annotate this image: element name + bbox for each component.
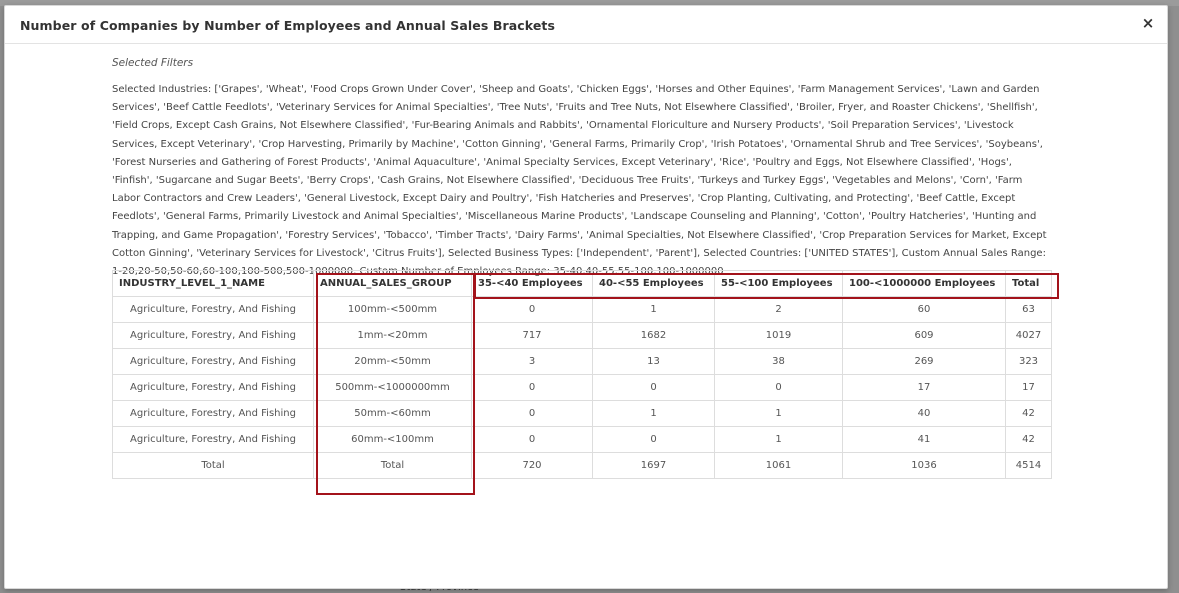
- table-cell: 1: [715, 427, 843, 453]
- table-cell: 0: [593, 375, 715, 401]
- column-header[interactable]: 35-<40 Employees: [472, 271, 593, 297]
- modal-header: [5, 6, 1167, 44]
- table-cell: Agriculture, Forestry, And Fishing: [113, 401, 314, 427]
- table-cell: 717: [472, 323, 593, 349]
- table-cell: Total: [113, 453, 314, 479]
- table-total-row: [113, 453, 1052, 479]
- table-cell: 323: [1006, 349, 1052, 375]
- table-cell: 1061: [715, 453, 843, 479]
- table-cell: 500mm-<1000000mm: [314, 375, 472, 401]
- table-row: [113, 323, 1052, 349]
- column-header[interactable]: Total: [1006, 271, 1052, 297]
- table-header-row: [113, 271, 1052, 297]
- table-cell: 17: [843, 375, 1006, 401]
- table-cell: 60: [843, 297, 1006, 323]
- table-cell: Agriculture, Forestry, And Fishing: [113, 427, 314, 453]
- results-table: [112, 270, 1052, 479]
- table-cell: 609: [843, 323, 1006, 349]
- table-cell: 1682: [593, 323, 715, 349]
- table-cell: 50mm-<60mm: [314, 401, 472, 427]
- table-cell: 60mm-<100mm: [314, 427, 472, 453]
- table-cell: Total: [314, 453, 472, 479]
- table-cell: 20mm-<50mm: [314, 349, 472, 375]
- selected-filters-text: Selected Industries: ['Grapes', 'Wheat', 'Food Crops Grown Under Cover', 'Sheep and Goats', 'Chicken Eggs', 'Horses and Other Equines', 'Farm Management Services', 'Lawn and Garden Services', 'Beef Cattle Feedlots', 'Veterinary Services for Animal Specialties', 'Tree Nuts', 'Fruits and Tree Nuts, Not Elsewhere Classified', 'Broiler, Fryer, and Roaster Chickens', 'Shellfish', 'Field Crops, Except Cash Grains, Not Elsewhere Classified', 'Fur-Bearing Animals and Rabbits', 'Ornamental Floriculture and Nursery Products', 'Soil Preparation Services', 'Livestock Services, Except Veterinary', 'Crop Harvesting, Primarily by Machine', 'Cotton Ginning', 'General Farms, Primarily Crop', 'Irish Potatoes', 'Ornamental Shrub and Tree Services', 'Soybeans', 'Forest Nurseries and Gathering of Forest Products', 'Animal Aquaculture', 'Animal Specialty Services, Except Veterinary', 'Rice', 'Poultry and Eggs, Not Elsewhere Classified', 'Hogs', 'Finfish', 'Sugarcane and Sugar Beets', 'Berry Crops', 'Cash Grains, Not Elsewhere Classified', 'Deciduous Tree Fruits', 'Turkeys and Turkey Eggs', 'Vegetables and Melons', 'Corn', 'Farm Labor Contractors and Crew Leaders', 'General Livestock, Except Dairy and Poultry', 'Fish Hatcheries and Preserves', 'Crop Planting, Cultivating, and Protecting', 'Beef Cattle, Except Feedlots', 'General Farms, Primarily Livestock and Animal Specialties', 'Miscellaneous Marine Products', 'Landscape Counseling and Planning', 'Cotton', 'Poultry Hatcheries', 'Hunting and Trapping, and Game Propagation', 'Forestry Services', 'Tobacco', 'Timber Tracts', 'Dairy Farms', 'Animal Specialties, Not Elsewhere Classified', 'Crop Preparation Services for Market, Except Cotton Ginning', 'Veterinary Services for Livestock', 'Citrus Fruits'], Selected Business Types: ['Independent', 'Parent'], Selected Countries: ['UNITED STATES'], Custom Annual Sales Range: 1-20,20-50,50-60,60-100,100-500,500-1000000, Custom Number of Employees Range: 35-40,40-55,55-100,100-1000000: [112, 84, 1047, 278]
- table-cell: 4027: [1006, 323, 1052, 349]
- table-cell: 1: [593, 401, 715, 427]
- table-cell: 0: [472, 375, 593, 401]
- table-cell: 1036: [843, 453, 1006, 479]
- table-cell: 4514: [1006, 453, 1052, 479]
- column-header[interactable]: ANNUAL_SALES_GROUP: [314, 271, 472, 297]
- table-cell: 2: [715, 297, 843, 323]
- table-cell: 1: [715, 401, 843, 427]
- table-row: [113, 401, 1052, 427]
- table-cell: Agriculture, Forestry, And Fishing: [113, 323, 314, 349]
- table-cell: 1697: [593, 453, 715, 479]
- table-cell: 1mm-<20mm: [314, 323, 472, 349]
- table-cell: 63: [1006, 297, 1052, 323]
- table-cell: 0: [472, 297, 593, 323]
- table-row: [113, 297, 1052, 323]
- results-table-container: [112, 270, 1052, 479]
- table-cell: 0: [472, 427, 593, 453]
- table-cell: 269: [843, 349, 1006, 375]
- selected-filters-label: Selected Filters: [112, 57, 194, 69]
- table-cell: 1019: [715, 323, 843, 349]
- table-cell: 1: [593, 297, 715, 323]
- table-cell: 0: [472, 401, 593, 427]
- table-cell: 0: [715, 375, 843, 401]
- table-cell: 41: [843, 427, 1006, 453]
- table-cell: 720: [472, 453, 593, 479]
- table-cell: 40: [843, 401, 1006, 427]
- table-row: [113, 349, 1052, 375]
- table-cell: 42: [1006, 427, 1052, 453]
- column-header[interactable]: 55-<100 Employees: [715, 271, 843, 297]
- column-header[interactable]: 40-<55 Employees: [593, 271, 715, 297]
- table-cell: 3: [472, 349, 593, 375]
- table-cell: 42: [1006, 401, 1052, 427]
- table-cell: Agriculture, Forestry, And Fishing: [113, 375, 314, 401]
- table-cell: 38: [715, 349, 843, 375]
- table-cell: 100mm-<500mm: [314, 297, 472, 323]
- column-header[interactable]: 100-<1000000 Employees: [843, 271, 1006, 297]
- table-cell: Agriculture, Forestry, And Fishing: [113, 349, 314, 375]
- close-icon[interactable]: ×: [1141, 14, 1155, 32]
- column-header[interactable]: INDUSTRY_LEVEL_1_NAME: [113, 271, 314, 297]
- table-cell: 13: [593, 349, 715, 375]
- table-cell: 17: [1006, 375, 1052, 401]
- table-cell: 0: [593, 427, 715, 453]
- table-cell: Agriculture, Forestry, And Fishing: [113, 297, 314, 323]
- table-row: [113, 427, 1052, 453]
- table-row: [113, 375, 1052, 401]
- modal-title: Number of Companies by Number of Employees and Annual Sales Brackets: [20, 18, 556, 33]
